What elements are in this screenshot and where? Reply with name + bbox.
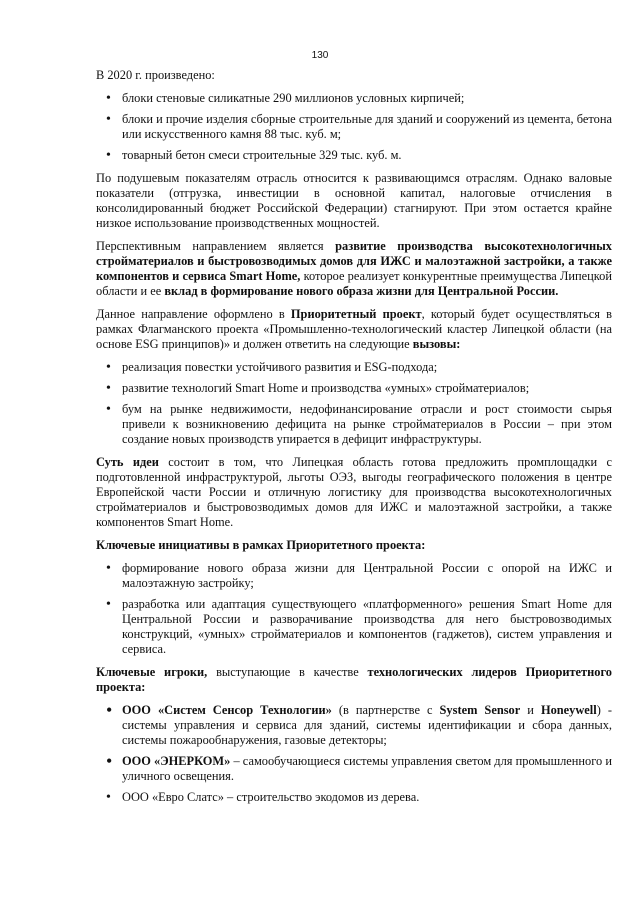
- list-item: • ООО «ЭНЕРКОМ» – самообучающиеся системы управления светом для промышленного и уличного освещения.: [96, 754, 612, 784]
- players-heading: Ключевые игроки, выступающие в качестве технологических лидеров Приоритетного проекта:: [96, 665, 612, 694]
- page-number: 130: [311, 50, 329, 61]
- project-paragraph: Данное направление оформлено в Приоритетный проект, который будет осуществляться в рамках Флагманского проекта «Промышленно-технологический кластер Липецкой области (на основе ESG принципов)» и должен ответить на следующие вызовы:: [96, 307, 612, 351]
- idea-paragraph: Суть идеи состоит в том, что Липецкая область готова предложить промплощадки с подготовленной инфраструктурой, льготы ОЭЗ, выгоды географического положения в центре Европейской части России и отличную логистику для производства высокотехнологичных стройматериалов и быстровозводимых домов для ИЖС и малоэтажной застройки, а также компонентов Smart Home.: [96, 455, 612, 529]
- challenges-list: [96, 360, 612, 447]
- production-list: [96, 91, 612, 163]
- list-item: • товарный бетон смеси строительные 329 тыс. куб. м.: [96, 148, 612, 163]
- list-item: • развитие технологий Smart Home и производства «умных» стройматериалов;: [96, 381, 612, 396]
- initiatives-list: [96, 561, 612, 657]
- list-item: • разработка или адаптация существующего «платформенного» решения Smart Home для Центральной России и разворачивание производства для него быстровозводимых конструкций, «умных» стройматериалов и компонентов (гаджетов), систем управления и сервиса.: [96, 597, 612, 657]
- list-item: • ООО «Систем Сенсор Технологии» (в партнерстве с System Sensor и Honeywell) - системы управления и сервиса для зданий, системы идентификации и сбора данных, системы пожарообнаружения, газовые детекторы;: [96, 703, 612, 748]
- indicators-paragraph: По подушевым показателям отрасль относится к развивающимся отраслям. Однако валовые показатели (отгрузка, инвестиции в основной капитал, налоговые отчисления в консолидированный бюджет Российской Федерации) стагнируют. При этом остается крайне низкое использование производственных мощностей.: [96, 171, 612, 230]
- list-item: • блоки стеновые силикатные 290 миллионов условных кирпичей;: [96, 91, 612, 106]
- list-item: • ООО «Евро Слатс» – строительство экодомов из дерева.: [96, 790, 612, 805]
- intro-paragraph: В 2020 г. произведено:: [96, 68, 215, 82]
- initiatives-heading: Ключевые инициативы в рамках Приоритетного проекта:: [96, 538, 426, 552]
- players-list: [96, 703, 612, 805]
- direction-paragraph: Перспективным направлением является развитие производства высокотехнологичных стройматериалов и быстровозводимых домов для ИЖС и малоэтажной застройки, а также компонентов и сервиса Smart Home, которое реализует конкурентные преимущества Липецкой области и ее вклад в формирование нового образа жизни для Центральной России.: [96, 239, 613, 298]
- list-item: • формирование нового образа жизни для Центральной России с опорой на ИЖС и малоэтажную застройку;: [96, 561, 612, 591]
- page-content: [96, 68, 612, 813]
- list-item: • бум на рынке недвижимости, недофинансирование отрасли и рост стоимости сырья привели к возникновению дефицита на рынке стройматериалов в России – при этом создание новых производств упирается в дефицит инфраструктуры.: [96, 402, 612, 447]
- list-item: • блоки и прочие изделия сборные строительные для зданий и сооружений из цемента, бетона или искусственного камня 88 тыс. куб. м;: [96, 112, 612, 142]
- list-item: • реализация повестки устойчивого развития и ESG-подхода;: [96, 360, 612, 375]
